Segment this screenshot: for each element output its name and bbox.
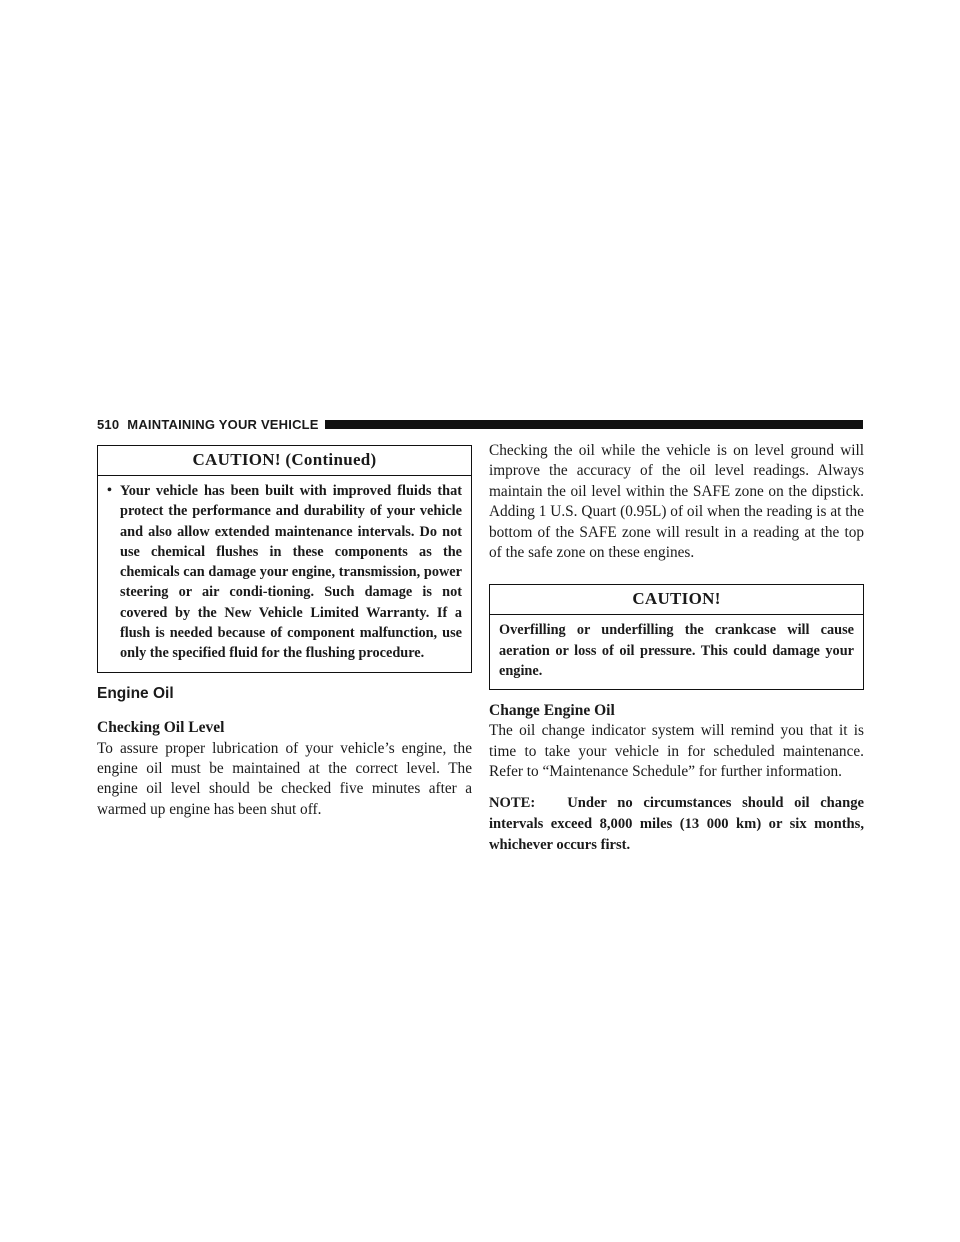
change-engine-oil-heading: Change Engine Oil <box>489 702 615 720</box>
caution-bullet-text: Your vehicle has been built with improved fluids that protect the performance and durability of your vehicle and also allow extended maintenance intervals. Do not use chemical flushes in these components as the chemicals can damage your engine, transmission, power steering or air condi-tioning. Such damage is not covered by the New Vehicle Limited Warranty. If a flush is needed because of component malfunction, use only the specified fluid for the flushing procedure. <box>120 483 462 662</box>
caution-continued-box <box>97 445 472 673</box>
caution-body: Overfilling or underfilling the crankcase will cause aeration or loss of oil pressure. This could damage your engine. <box>499 622 854 680</box>
left-column <box>97 445 472 820</box>
caution-box <box>489 584 864 690</box>
change-engine-oil-text: The oil change indicator system will remind you that it is time to take your vehicle in for scheduled maintenance. Refer to “Maintenance Schedule” for further information. <box>489 722 864 781</box>
level-ground-text: Checking the oil while the vehicle is on level ground will improve the accuracy of the oil level readings. Always maintain the oil level within the SAFE zone on the dipstick. Adding 1 U.S. Quart (0.95L) of oil when the reading is at the bottom of the SAFE zone will result in a reading at the top of the safe zone on these engines. <box>489 442 864 562</box>
note-label: NOTE: <box>489 794 536 811</box>
right-column <box>489 442 864 856</box>
caution-continued-title: CAUTION! (Continued) <box>98 446 471 476</box>
page-header <box>97 417 863 431</box>
caution-title: CAUTION! <box>490 585 863 615</box>
note-paragraph <box>489 793 864 856</box>
page-number: 510 <box>97 416 120 432</box>
engine-oil-heading: Engine Oil <box>97 684 174 702</box>
checking-oil-level-text: To assure proper lubrication of your vehicle’s engine, the engine oil must be maintained at the correct level. The engine oil level should be checked five minutes after a warmed up engine has been shut off. <box>97 739 472 818</box>
checking-oil-level-heading: Checking Oil Level <box>97 718 225 736</box>
note-text: Under no circumstances should oil change intervals exceed 8,000 miles (13 000 km) or six months, whichever occurs first. <box>489 794 864 853</box>
header-rule <box>325 420 863 429</box>
section-title: MAINTAINING YOUR VEHICLE <box>127 416 319 432</box>
caution-bullet <box>107 481 462 664</box>
bullet-icon: • <box>107 483 112 498</box>
caution-continued-body <box>98 476 471 672</box>
